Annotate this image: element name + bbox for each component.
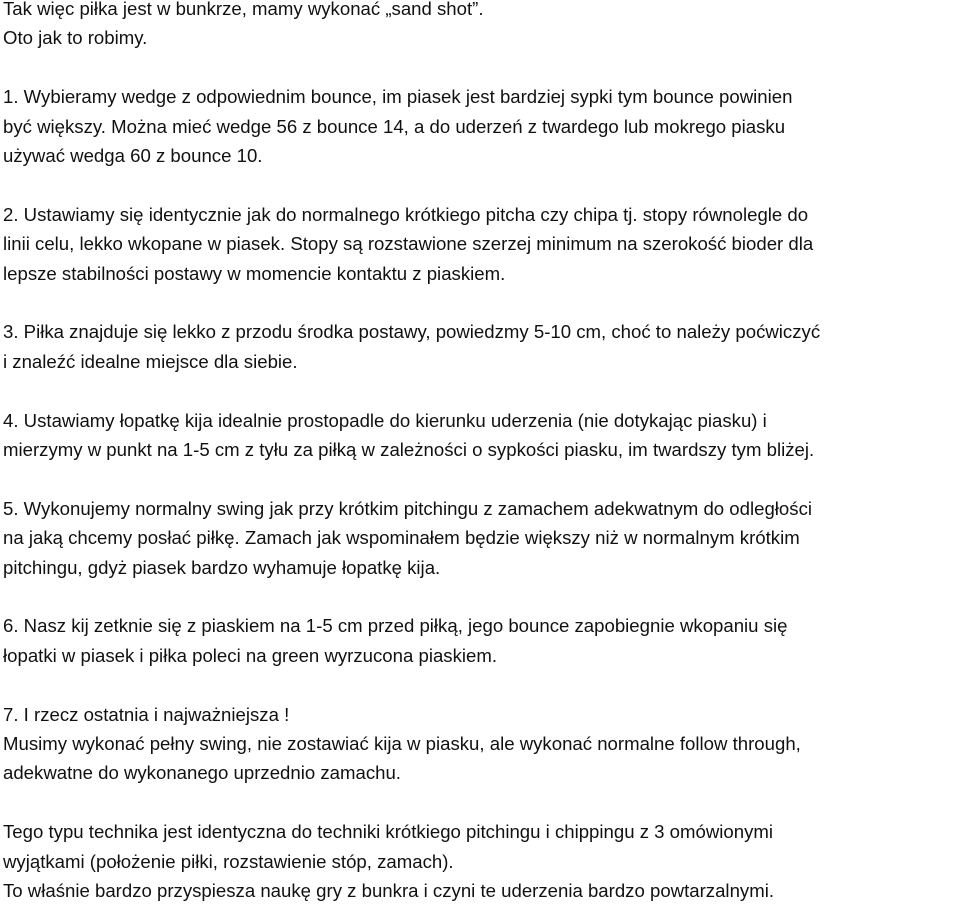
text-line: 7. I rzecz ostatnia i najważniejsza ! <box>3 703 290 725</box>
text-line: 3. Piłka znajduje się lekko z przodu środka postawy, powiedzmy 5-10 cm, choć to należy poćwiczyć <box>3 321 821 343</box>
paragraph-gap <box>3 464 960 493</box>
paragraph-gap <box>3 376 960 405</box>
closing-paragraph <box>3 817 960 905</box>
text-line: linii celu, lekko wkopane w piasek. Stopy są rozstawione szerzej minimum na szerokość bioder dla <box>3 233 814 255</box>
text-line: łopatki w piasek i piłka poleci na green wyrzucona piaskiem. <box>3 644 498 666</box>
text-line: Musimy wykonać pełny swing, nie zostawiać kija w piasku, ale wykonać normalne follow through, <box>3 733 801 755</box>
paragraph-gap <box>3 582 960 611</box>
text-line: i znaleźć idealne miejsce dla siebie. <box>3 350 298 372</box>
text-line: pitchingu, gdyż piasek bardzo wyhamuje łopatkę kija. <box>3 556 441 578</box>
step-1-paragraph <box>3 82 960 170</box>
text-line: lepsze stabilności postawy w momencie kontaktu z piaskiem. <box>3 262 506 284</box>
text-line: Tego typu technika jest identyczna do techniki krótkiego pitchingu i chippingu z 3 omówionymi <box>3 821 774 843</box>
paragraph-gap <box>3 53 960 82</box>
text-line: na jaką chcemy posłać piłkę. Zamach jak wspominałem będzie większy niż w normalnym krótkim <box>3 527 800 549</box>
text-line: adekwatne do wykonanego uprzednio zamachu. <box>3 762 401 784</box>
text-line: wyjątkami (położenie piłki, rozstawienie stóp, zamach). <box>3 850 454 872</box>
text-line: używać wedga 60 z bounce 10. <box>3 145 263 167</box>
text-line: 4. Ustawiamy łopatkę kija idealnie prostopadle do kierunku uderzenia (nie dotykając piasku) i <box>3 409 767 431</box>
text-line: Oto jak to robimy. <box>3 27 148 49</box>
step-7-paragraph <box>3 700 960 788</box>
paragraph-gap <box>3 288 960 317</box>
paragraph-gap <box>3 788 960 817</box>
text-line: 2. Ustawiamy się identycznie jak do normalnego krótkiego pitcha czy chipa tj. stopy równolegle do <box>3 203 809 225</box>
text-line: 5. Wykonujemy normalny swing jak przy krótkim pitchingu z zamachem adekwatnym do odległości <box>3 497 812 519</box>
step-2-paragraph <box>3 200 960 288</box>
step-6-paragraph <box>3 611 960 670</box>
text-line: Tak więc piłka jest w bunkrze, mamy wykonać „sand shot”. <box>3 0 484 19</box>
intro-paragraph <box>3 0 960 53</box>
text-line: 6. Nasz kij zetknie się z piaskiem na 1-5 cm przed piłką, jego bounce zapobiegnie wkopaniu się <box>3 615 788 637</box>
step-3-paragraph <box>3 317 960 376</box>
step-4-paragraph <box>3 406 960 465</box>
text-line: 1. Wybieramy wedge z odpowiednim bounce, im piasek jest bardziej sypki tym bounce powinien <box>3 86 793 108</box>
paragraph-gap <box>3 670 960 699</box>
text-line: To właśnie bardzo przyspiesza naukę gry z bunkra i czyni te uderzenia bardzo powtarzalnymi. <box>3 880 774 902</box>
step-5-paragraph <box>3 494 960 582</box>
text-line: mierzymy w punkt na 1-5 cm z tyłu za piłką w zależności o sypkości piasku, im twardszy tym bliżej. <box>3 439 815 461</box>
paragraph-gap <box>3 170 960 199</box>
text-line: być większy. Można mieć wedge 56 z bounce 14, a do uderzeń z twardego lub mokrego piasku <box>3 115 786 137</box>
